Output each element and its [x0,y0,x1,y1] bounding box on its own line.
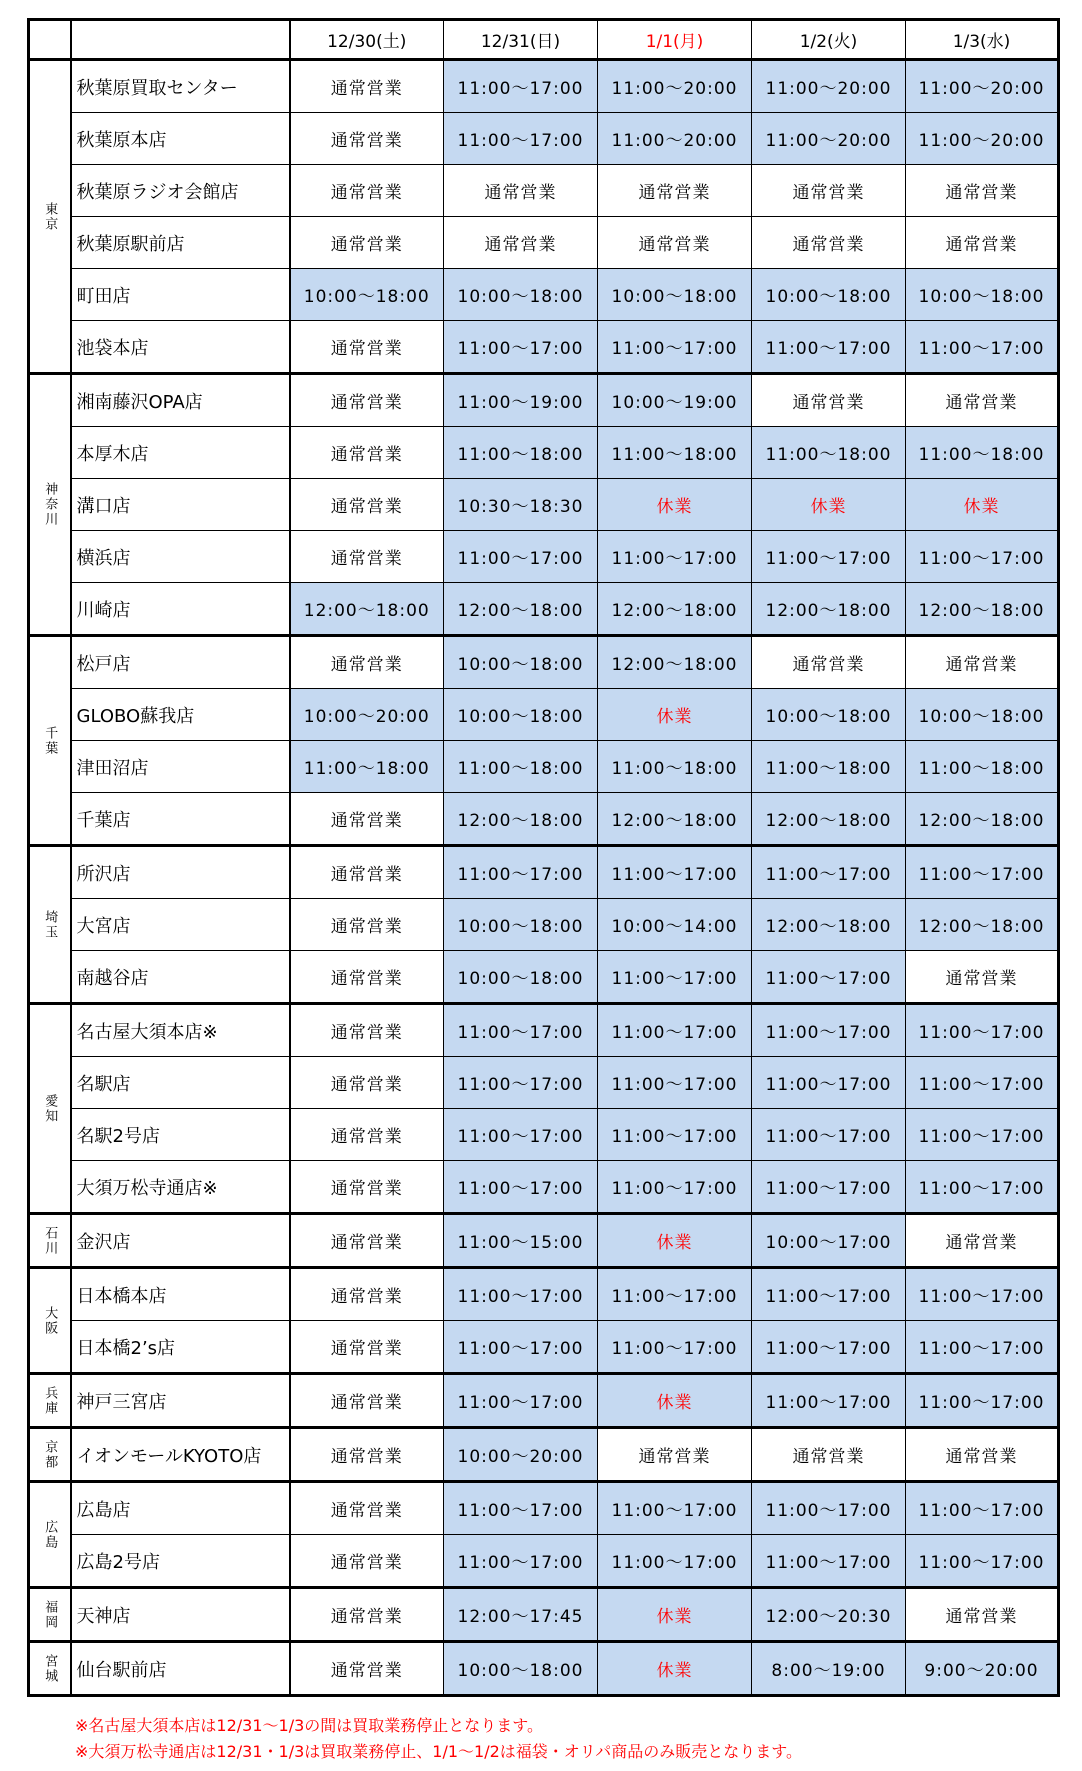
hours-cell: 通常営業 [290,1057,444,1109]
store-row [29,689,1059,741]
hours-cell: 通常営業 [752,636,906,689]
hours-cell: 通常営業 [290,951,444,1004]
hours-cell: 10:00〜18:00 [906,689,1059,741]
hours-cell: 10:00〜19:00 [598,374,752,427]
store-row [29,1109,1059,1161]
hours-cell: 11:00〜17:00 [752,1482,906,1535]
store-row [29,1535,1059,1588]
hours-cell: 11:00〜20:00 [752,60,906,113]
hours-cell: 10:00〜14:00 [598,899,752,951]
hours-cell: 9:00〜20:00 [906,1642,1059,1696]
hours-cell: 10:00〜18:00 [444,951,598,1004]
closed-cell: 休業 [598,1642,752,1696]
store-row [29,793,1059,846]
hours-cell: 11:00〜20:00 [906,113,1059,165]
store-row [29,374,1059,427]
hours-cell: 11:00〜17:00 [906,1374,1059,1428]
prefecture-label: 福岡 [29,1588,71,1642]
hours-cell: 11:00〜17:00 [906,531,1059,583]
hours-cell: 通常営業 [290,1428,444,1482]
store-row [29,1482,1059,1535]
date-header: 1/3(水) [906,20,1059,60]
hours-cell: 11:00〜17:00 [444,531,598,583]
store-name: 天神店 [71,1588,290,1642]
hours-cell: 11:00〜17:00 [906,321,1059,374]
hours-cell: 11:00〜17:00 [598,1321,752,1374]
hours-cell: 11:00〜17:00 [598,1004,752,1057]
hours-cell: 11:00〜17:00 [752,1374,906,1428]
hours-cell: 10:00〜18:00 [444,636,598,689]
hours-cell: 通常営業 [444,217,598,269]
hours-cell: 12:00〜18:00 [444,793,598,846]
store-row [29,1642,1059,1696]
hours-cell: 通常営業 [290,1588,444,1642]
hours-cell: 11:00〜17:00 [444,1535,598,1588]
hours-cell: 11:00〜17:00 [444,846,598,899]
hours-cell: 通常営業 [290,1161,444,1214]
store-name: 大須万松寺通店※ [71,1161,290,1214]
hours-cell: 12:00〜18:00 [444,583,598,636]
store-name: 広島2号店 [71,1535,290,1588]
hours-cell: 12:00〜18:00 [752,793,906,846]
store-row [29,1588,1059,1642]
hours-cell: 10:00〜18:00 [444,689,598,741]
prefecture-label: 愛知 [29,1004,71,1214]
hours-cell: 10:00〜18:00 [444,269,598,321]
hours-cell: 11:00〜17:00 [444,1109,598,1161]
hours-cell: 通常営業 [290,1535,444,1588]
store-name: 横浜店 [71,531,290,583]
hours-cell: 11:00〜17:00 [444,321,598,374]
hours-cell: 11:00〜20:00 [906,60,1059,113]
closed-cell: 休業 [598,689,752,741]
hours-cell: 11:00〜17:00 [444,1268,598,1321]
hours-cell: 11:00〜20:00 [598,60,752,113]
store-name: 秋葉原本店 [71,113,290,165]
hours-cell: 11:00〜17:00 [598,321,752,374]
hours-cell: 11:00〜17:00 [752,321,906,374]
hours-cell: 11:00〜18:00 [598,427,752,479]
store-name: 金沢店 [71,1214,290,1268]
closed-cell: 休業 [598,1374,752,1428]
hours-cell: 11:00〜17:00 [444,113,598,165]
store-name: 神戸三宮店 [71,1374,290,1428]
hours-cell: 11:00〜17:00 [752,531,906,583]
hours-cell: 通常営業 [598,165,752,217]
hours-cell: 通常営業 [290,1321,444,1374]
store-row [29,531,1059,583]
hours-cell: 11:00〜17:00 [752,1004,906,1057]
store-name: 町田店 [71,269,290,321]
hours-cell: 10:00〜20:00 [290,689,444,741]
hours-cell: 12:00〜18:00 [906,583,1059,636]
store-row [29,1161,1059,1214]
store-row [29,1214,1059,1268]
hours-cell: 通常営業 [290,113,444,165]
store-row [29,1004,1059,1057]
hours-cell: 11:00〜17:00 [906,846,1059,899]
store-name: 千葉店 [71,793,290,846]
store-name: GLOBO蘇我店 [71,689,290,741]
hours-cell: 11:00〜17:00 [444,1321,598,1374]
hours-cell: 11:00〜17:00 [444,60,598,113]
hours-cell: 通常営業 [752,1428,906,1482]
store-row [29,165,1059,217]
store-row [29,951,1059,1004]
store-name: 川崎店 [71,583,290,636]
store-name: イオンモールKYOTO店 [71,1428,290,1482]
hours-cell: 通常営業 [290,531,444,583]
prefecture-label: 石川 [29,1214,71,1268]
prefecture-label: 広島 [29,1482,71,1588]
hours-cell: 10:00〜18:00 [598,269,752,321]
hours-cell: 通常営業 [290,1268,444,1321]
store-name: 松戸店 [71,636,290,689]
store-name: 名駅店 [71,1057,290,1109]
hours-cell: 通常営業 [906,1428,1059,1482]
hours-cell: 12:00〜18:00 [598,636,752,689]
store-name: 秋葉原買取センター [71,60,290,113]
prefecture-label: 大阪 [29,1268,71,1374]
store-row [29,1374,1059,1428]
hours-cell: 11:00〜17:00 [752,1321,906,1374]
hours-cell: 10:00〜18:00 [752,269,906,321]
hours-cell: 11:00〜17:00 [752,1057,906,1109]
hours-cell: 通常営業 [906,165,1059,217]
store-name: 秋葉原ラジオ会館店 [71,165,290,217]
hours-cell: 11:00〜17:00 [444,1004,598,1057]
hours-cell: 11:00〜17:00 [906,1268,1059,1321]
hours-cell: 11:00〜19:00 [444,374,598,427]
hours-cell: 10:00〜20:00 [444,1428,598,1482]
hours-cell: 12:00〜18:00 [906,793,1059,846]
hours-cell: 通常営業 [906,1588,1059,1642]
schedule-body [29,60,1059,1696]
hours-cell: 通常営業 [906,1214,1059,1268]
closed-cell: 休業 [598,1214,752,1268]
hours-cell: 通常営業 [290,165,444,217]
hours-cell: 通常営業 [906,636,1059,689]
store-name: 名駅2号店 [71,1109,290,1161]
hours-cell: 11:00〜18:00 [906,427,1059,479]
hours-cell: 12:00〜18:00 [598,793,752,846]
hours-cell: 10:00〜17:00 [752,1214,906,1268]
hours-cell: 11:00〜17:00 [752,1161,906,1214]
hours-cell: 通常営業 [290,1109,444,1161]
holiday-schedule-table [27,18,1060,1697]
hours-cell: 11:00〜17:00 [906,1109,1059,1161]
hours-cell: 通常営業 [290,1214,444,1268]
hours-cell: 11:00〜17:00 [598,1482,752,1535]
hours-cell: 通常営業 [290,60,444,113]
hours-cell: 12:00〜18:00 [598,583,752,636]
hours-cell: 通常営業 [290,846,444,899]
hours-cell: 通常営業 [752,165,906,217]
hours-cell: 10:00〜18:00 [906,269,1059,321]
hours-cell: 11:00〜17:00 [598,1161,752,1214]
hours-cell: 通常営業 [290,636,444,689]
store-name: 仙台駅前店 [71,1642,290,1696]
prefecture-label: 神奈川 [29,374,71,636]
hours-cell: 通常営業 [598,217,752,269]
hours-cell: 12:00〜20:30 [752,1588,906,1642]
hours-cell: 11:00〜17:00 [752,1535,906,1588]
hours-cell: 11:00〜18:00 [290,741,444,793]
store-row [29,60,1059,113]
footnotes [75,1713,802,1765]
hours-cell: 通常営業 [598,1428,752,1482]
header-corner-prefecture [29,20,71,60]
hours-cell: 11:00〜17:00 [906,1004,1059,1057]
hours-cell: 11:00〜18:00 [752,427,906,479]
store-row [29,899,1059,951]
store-name: 広島店 [71,1482,290,1535]
prefecture-label: 埼玉 [29,846,71,1004]
hours-cell: 11:00〜17:00 [598,1057,752,1109]
hours-cell: 11:00〜17:00 [906,1321,1059,1374]
prefecture-label: 京都 [29,1428,71,1482]
hours-cell: 12:00〜18:00 [752,583,906,636]
store-row [29,1057,1059,1109]
hours-cell: 通常営業 [290,1642,444,1696]
hours-cell: 10:30〜18:30 [444,479,598,531]
store-row [29,741,1059,793]
hours-cell: 通常営業 [290,793,444,846]
closed-cell: 休業 [752,479,906,531]
header-row [29,20,1059,60]
hours-cell: 8:00〜19:00 [752,1642,906,1696]
hours-cell: 通常営業 [444,165,598,217]
hours-cell: 11:00〜17:00 [906,1482,1059,1535]
closed-cell: 休業 [906,479,1059,531]
hours-cell: 11:00〜17:00 [752,1109,906,1161]
store-row [29,583,1059,636]
hours-cell: 11:00〜20:00 [598,113,752,165]
store-name: 日本橋2’s店 [71,1321,290,1374]
footnote-2: ※大須万松寺通店は12/31・1/3は買取業務停止、1/1〜1/2は福袋・オリパ商品のみ販売となります。 [75,1742,803,1761]
hours-cell: 12:00〜18:00 [906,899,1059,951]
hours-cell: 通常営業 [752,217,906,269]
hours-cell: 11:00〜17:00 [444,1057,598,1109]
store-row [29,269,1059,321]
hours-cell: 10:00〜18:00 [444,1642,598,1696]
store-row [29,846,1059,899]
hours-cell: 10:00〜18:00 [444,899,598,951]
store-row [29,1428,1059,1482]
store-name: 秋葉原駅前店 [71,217,290,269]
hours-cell: 11:00〜17:00 [444,1161,598,1214]
hours-cell: 11:00〜17:00 [598,1535,752,1588]
hours-cell: 11:00〜17:00 [598,951,752,1004]
hours-cell: 通常営業 [290,427,444,479]
hours-cell: 11:00〜17:00 [598,1109,752,1161]
hours-cell: 通常営業 [290,321,444,374]
store-name: 溝口店 [71,479,290,531]
hours-cell: 12:00〜18:00 [290,583,444,636]
store-name: 日本橋本店 [71,1268,290,1321]
hours-cell: 11:00〜17:00 [444,1482,598,1535]
store-name: 南越谷店 [71,951,290,1004]
hours-cell: 通常営業 [906,374,1059,427]
hours-cell: 通常営業 [290,374,444,427]
hours-cell: 11:00〜18:00 [752,741,906,793]
store-row [29,1321,1059,1374]
hours-cell: 11:00〜17:00 [906,1535,1059,1588]
store-name: 名古屋大須本店※ [71,1004,290,1057]
hours-cell: 通常営業 [290,1004,444,1057]
store-row [29,217,1059,269]
hours-cell: 通常営業 [290,479,444,531]
date-header: 12/31(日) [444,20,598,60]
store-row [29,113,1059,165]
date-header: 1/1(月) [598,20,752,60]
hours-cell: 通常営業 [906,951,1059,1004]
hours-cell: 通常営業 [752,374,906,427]
hours-cell: 通常営業 [290,899,444,951]
prefecture-label: 宮城 [29,1642,71,1696]
hours-cell: 11:00〜17:00 [752,1268,906,1321]
hours-cell: 通常営業 [906,217,1059,269]
hours-cell: 11:00〜17:00 [752,951,906,1004]
hours-cell: 12:00〜18:00 [752,899,906,951]
hours-cell: 通常営業 [290,1374,444,1428]
hours-cell: 11:00〜15:00 [444,1214,598,1268]
store-row [29,427,1059,479]
closed-cell: 休業 [598,1588,752,1642]
hours-cell: 11:00〜17:00 [906,1161,1059,1214]
hours-cell: 11:00〜17:00 [444,1374,598,1428]
store-name: 池袋本店 [71,321,290,374]
hours-cell: 通常営業 [290,217,444,269]
hours-cell: 11:00〜17:00 [598,846,752,899]
hours-cell: 11:00〜17:00 [598,1268,752,1321]
hours-cell: 12:00〜17:45 [444,1588,598,1642]
date-header: 1/2(火) [752,20,906,60]
date-header: 12/30(土) [290,20,444,60]
hours-cell: 11:00〜18:00 [444,427,598,479]
store-name: 本厚木店 [71,427,290,479]
hours-cell: 通常営業 [290,1482,444,1535]
hours-cell: 11:00〜18:00 [906,741,1059,793]
header-corner-store [71,20,290,60]
store-row [29,321,1059,374]
store-name: 津田沼店 [71,741,290,793]
hours-cell: 11:00〜17:00 [906,1057,1059,1109]
store-name: 湘南藤沢OPA店 [71,374,290,427]
closed-cell: 休業 [598,479,752,531]
prefecture-label: 兵庫 [29,1374,71,1428]
hours-cell: 10:00〜18:00 [752,689,906,741]
prefecture-label: 千葉 [29,636,71,846]
store-row [29,636,1059,689]
store-name: 大宮店 [71,899,290,951]
hours-cell: 11:00〜20:00 [752,113,906,165]
store-name: 所沢店 [71,846,290,899]
hours-cell: 11:00〜17:00 [752,846,906,899]
hours-cell: 11:00〜18:00 [598,741,752,793]
footnote-1: ※名古屋大須本店は12/31〜1/3の間は買取業務停止となります。 [75,1716,543,1735]
hours-cell: 10:00〜18:00 [290,269,444,321]
store-row [29,1268,1059,1321]
store-row [29,479,1059,531]
prefecture-label: 東京 [29,60,71,374]
hours-cell: 11:00〜18:00 [444,741,598,793]
hours-cell: 11:00〜17:00 [598,531,752,583]
